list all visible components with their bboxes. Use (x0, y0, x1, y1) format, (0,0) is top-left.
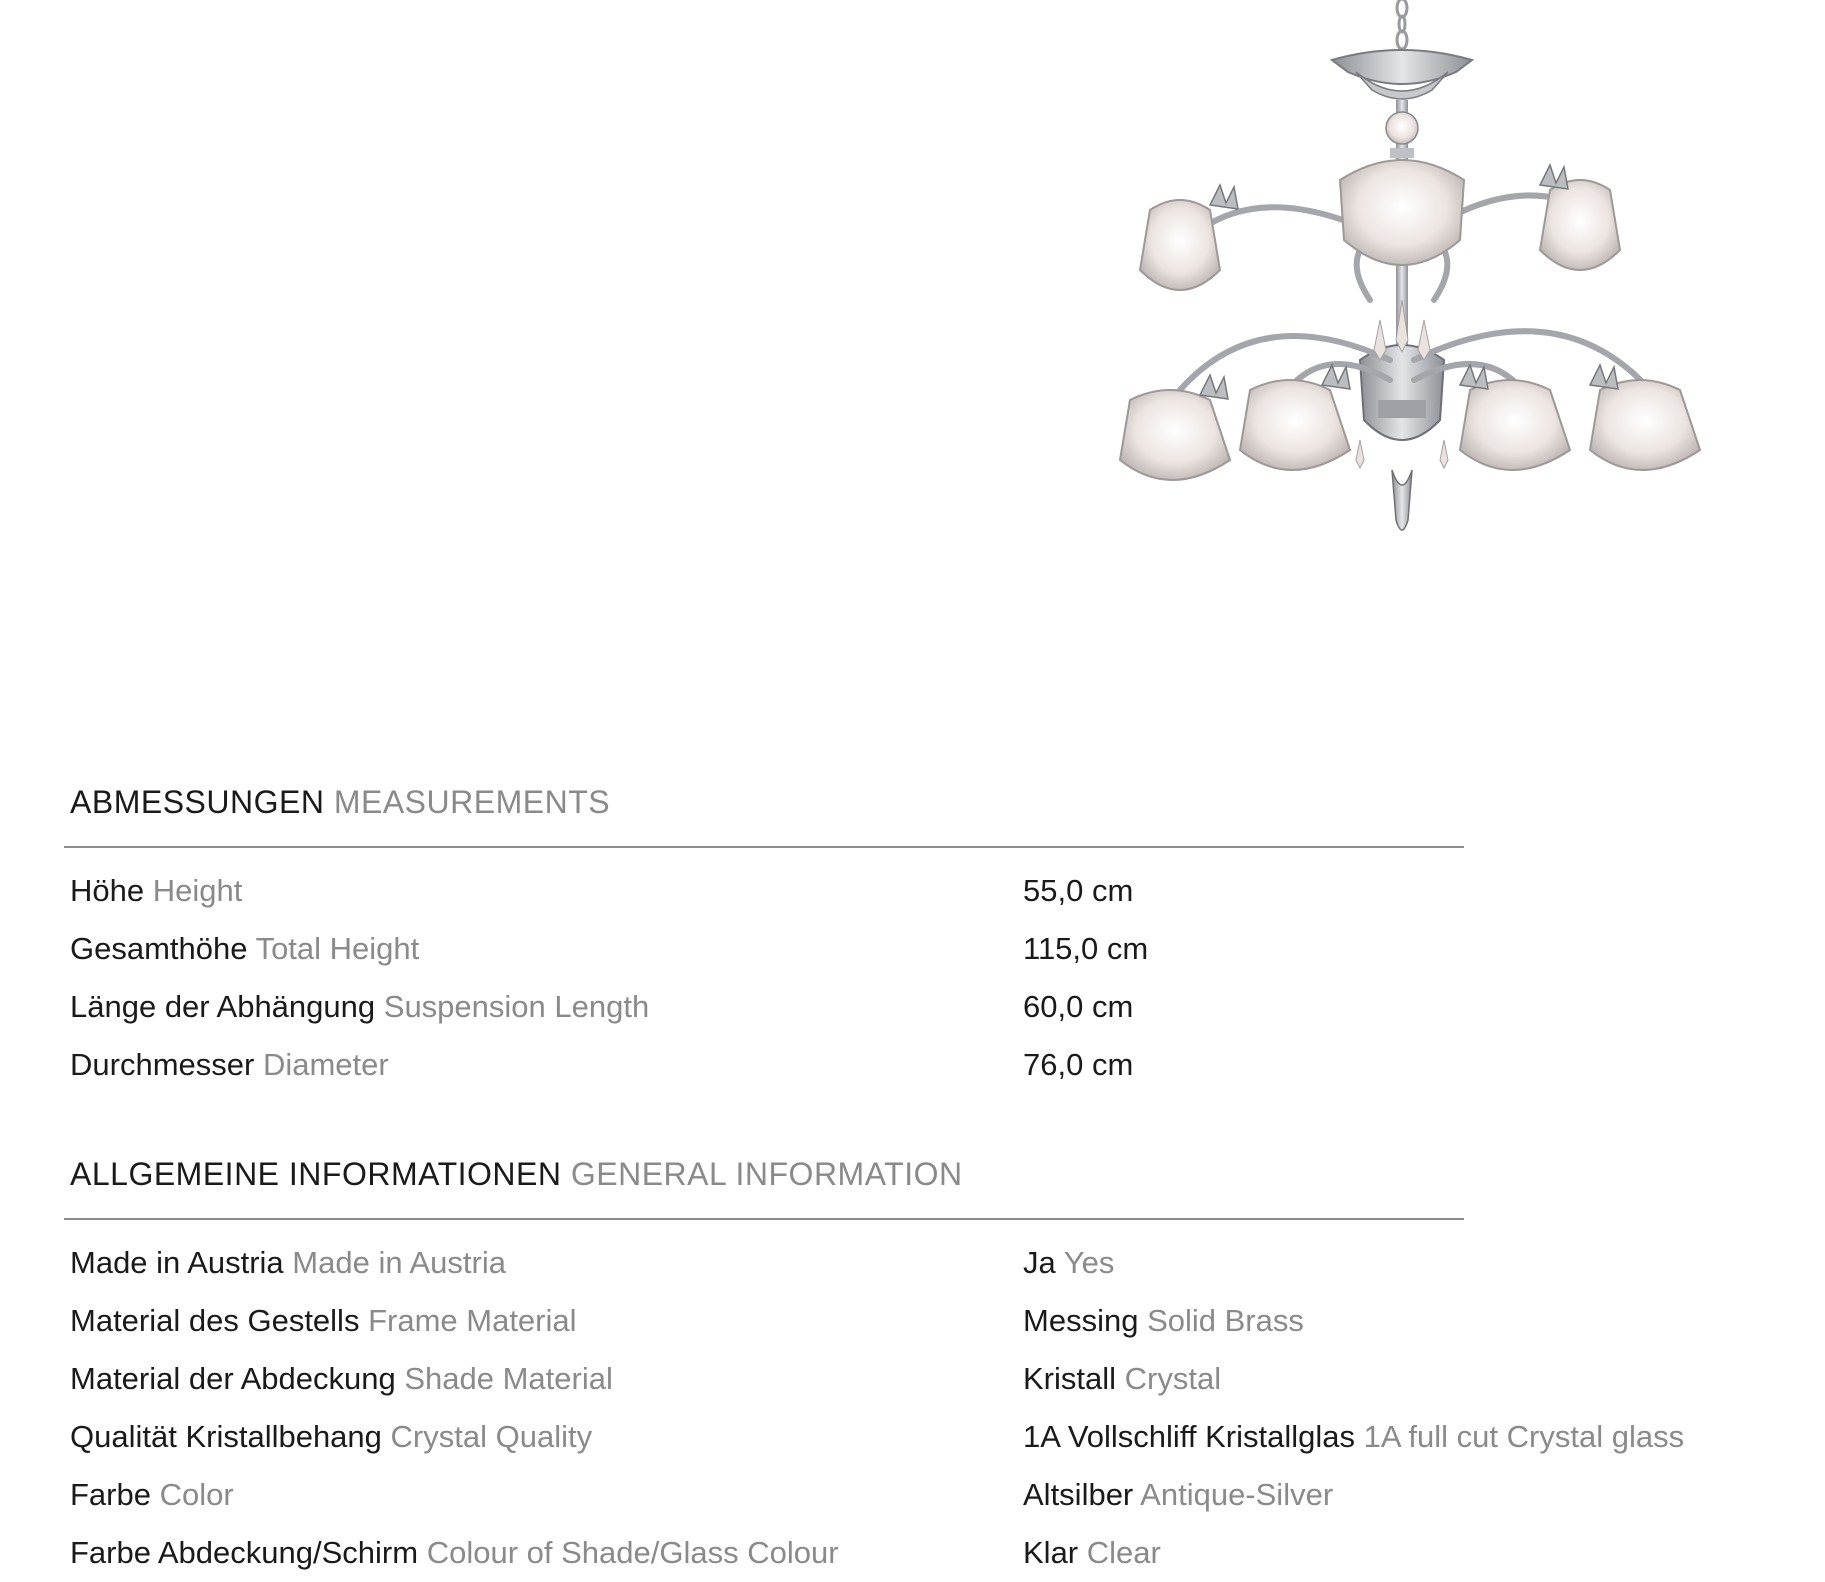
value-en: Antique-Silver (1140, 1477, 1334, 1512)
measurements-heading (64, 780, 1464, 824)
spec-value (1023, 1292, 1304, 1350)
chandelier-drawing (1060, 0, 1740, 550)
spec-value (1023, 978, 1133, 1036)
spec-row-made-in-austria (64, 1234, 1464, 1292)
spec-value (1023, 1350, 1221, 1408)
spec-value (1023, 1466, 1333, 1524)
canopy (1332, 50, 1472, 84)
value-de: Messing (1023, 1303, 1139, 1338)
spec-row-crystal-quality (64, 1408, 1685, 1466)
spec-label (70, 1234, 506, 1292)
spec-label (70, 920, 419, 978)
body (1360, 345, 1444, 440)
spec-row-diameter (64, 1036, 1464, 1094)
spec-value (1023, 1234, 1114, 1292)
label-de: Höhe (70, 873, 145, 908)
value-en: Solid Brass (1147, 1303, 1304, 1338)
chandelier-image (1060, 0, 1740, 550)
spec-value (1023, 1408, 1684, 1466)
heading-en: GENERAL INFORMATION (570, 1156, 963, 1192)
spec-label (70, 1408, 592, 1466)
spec-row-total-height (64, 920, 1464, 978)
value-de: 115,0 cm (1023, 931, 1149, 966)
value-en: Yes (1063, 1245, 1115, 1280)
spec-label (70, 1036, 389, 1094)
value-de: Altsilber (1023, 1477, 1134, 1512)
label-de: Material des Gestells (70, 1303, 360, 1338)
general-rows (64, 1234, 1685, 1582)
label-de: Made in Austria (70, 1245, 284, 1280)
value-en: 1A full cut Crystal glass (1363, 1419, 1685, 1454)
label-de: Qualität Kristallbehang (70, 1419, 382, 1454)
spec-row-shade-colour (64, 1524, 1464, 1582)
label-de: Farbe (70, 1477, 151, 1512)
spec-label (70, 862, 242, 920)
heading-de: ALLGEMEINE INFORMATIONEN (70, 1156, 562, 1192)
label-en: Colour of Shade/Glass Colour (426, 1535, 839, 1570)
label-de: Material der Abdeckung (70, 1361, 396, 1396)
label-de: Länge der Abhängung (70, 989, 376, 1024)
spec-row-color (64, 1466, 1464, 1524)
spec-row-frame-material (64, 1292, 1464, 1350)
label-en: Total Height (255, 931, 420, 966)
label-en: Suspension Length (383, 989, 650, 1024)
value-de: Kristall (1023, 1361, 1117, 1396)
label-en: Frame Material (368, 1303, 577, 1338)
label-en: Diameter (262, 1047, 389, 1082)
label-en: Height (152, 873, 243, 908)
general-heading (64, 1152, 1464, 1196)
spec-value (1023, 862, 1133, 920)
chain (1397, 0, 1407, 49)
spec-row-shade-material (64, 1350, 1464, 1408)
value-de: 76,0 cm (1023, 1047, 1134, 1082)
value-de: Ja (1023, 1245, 1056, 1280)
label-en: Made in Austria (292, 1245, 506, 1280)
label-en: Crystal Quality (390, 1419, 593, 1454)
spec-row-suspension-length (64, 978, 1464, 1036)
spec-value (1023, 920, 1148, 978)
heading-en: MEASUREMENTS (333, 784, 611, 820)
value-de: Klar (1023, 1535, 1079, 1570)
label-de: Farbe Abdeckung/Schirm (70, 1535, 419, 1570)
value-de: 1A Vollschliff Kristallglas (1023, 1419, 1355, 1454)
value-en: Crystal (1124, 1361, 1222, 1396)
label-de: Durchmesser (70, 1047, 255, 1082)
general-information-section (64, 1152, 1685, 1582)
spec-value (1023, 1036, 1133, 1094)
label-de: Gesamthöhe (70, 931, 248, 966)
section-divider (64, 846, 1464, 848)
label-en: Color (159, 1477, 234, 1512)
spec-label (70, 1524, 839, 1582)
label-en: Shade Material (404, 1361, 613, 1396)
heading-de: ABMESSUNGEN (70, 784, 325, 820)
value-en: Clear (1086, 1535, 1161, 1570)
section-divider (64, 1218, 1464, 1220)
spec-label (70, 1292, 577, 1350)
value-de: 55,0 cm (1023, 873, 1134, 908)
spec-row-height (64, 862, 1464, 920)
measurements-rows (64, 862, 1464, 1094)
value-de: 60,0 cm (1023, 989, 1134, 1024)
spec-label (70, 978, 649, 1036)
measurements-section (64, 780, 1464, 1094)
spec-label (70, 1466, 234, 1524)
spec-label (70, 1350, 613, 1408)
spec-value (1023, 1524, 1161, 1582)
